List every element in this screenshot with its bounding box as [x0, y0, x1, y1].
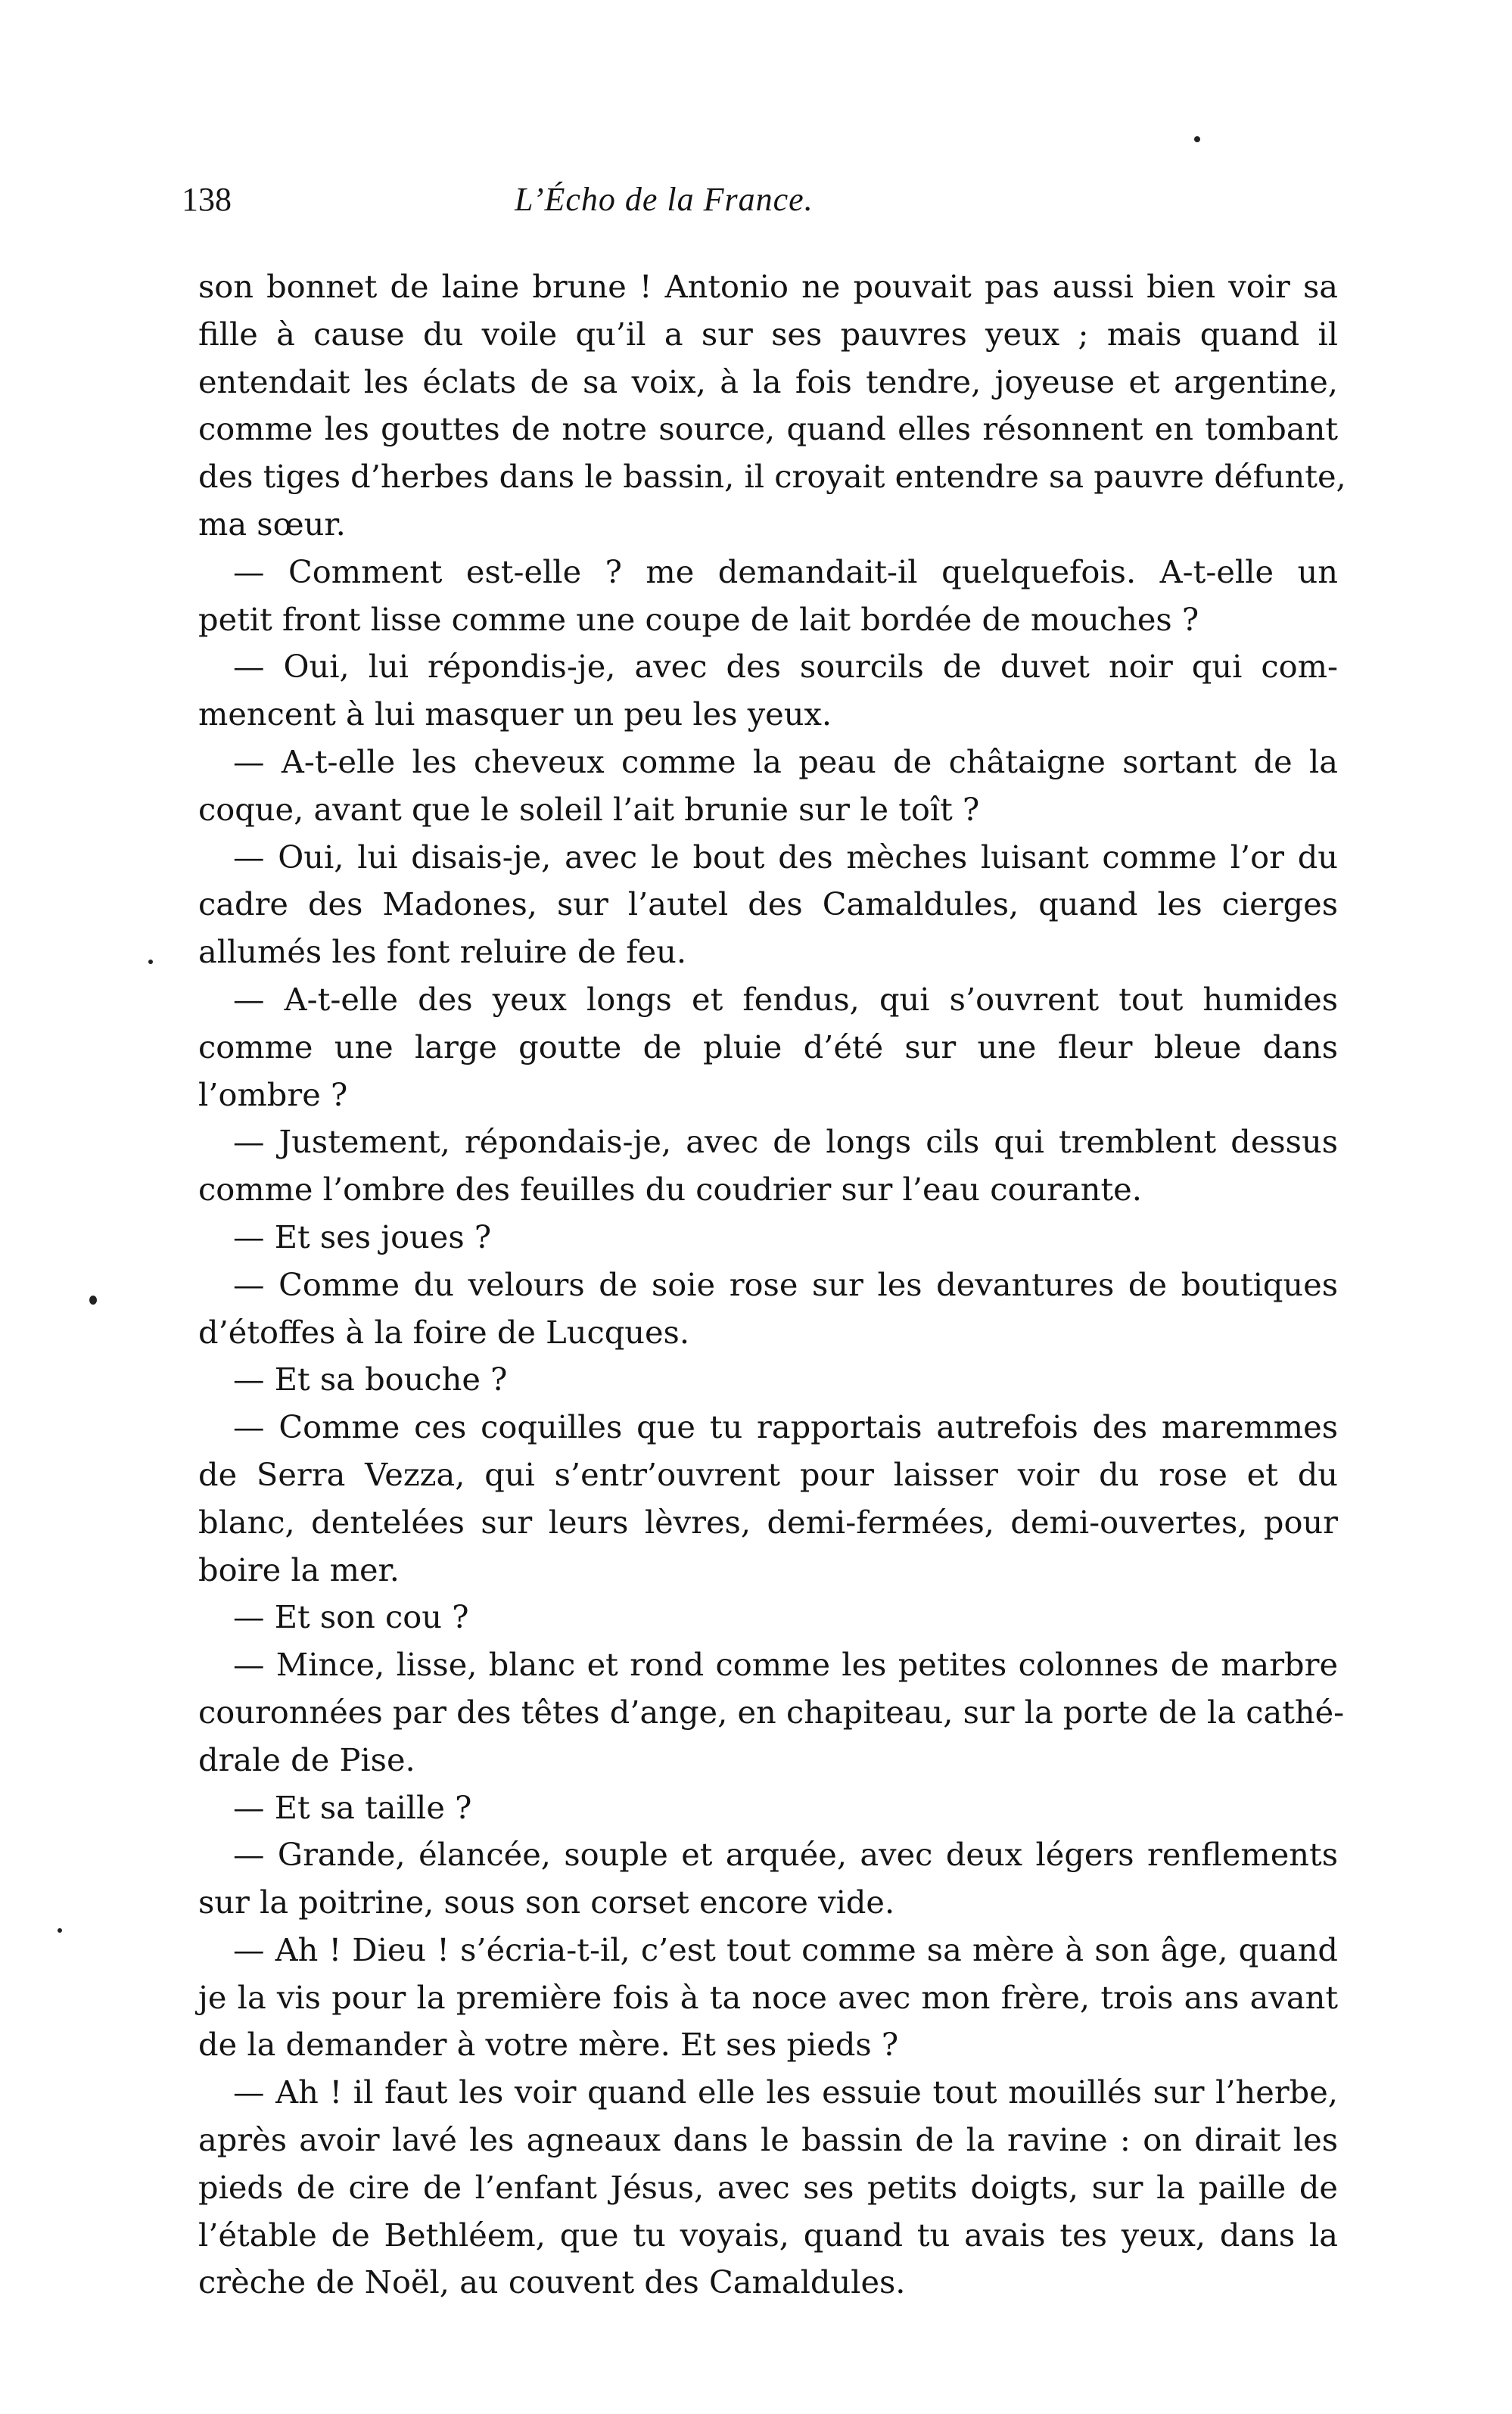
text-line: pieds de cire de l’enfant Jésus, avec ses petits doigts, sur la paille de: [198, 2168, 1338, 2206]
ink-speck: [58, 1928, 62, 1933]
text-line: — Comme ces coquilles que tu rapportais autrefois des maremmes: [233, 1408, 1338, 1446]
text-line: — Ah ! il faut les voir quand elle les essuie tout mouillés sur l’herbe,: [233, 2073, 1338, 2111]
text-line: son bonnet de laine brune ! Antonio ne pouvait pas aussi bien voir sa: [198, 268, 1338, 305]
text-line: boire la mer.: [198, 1551, 400, 1588]
text-line: après avoir lavé les agneaux dans le bassin de la ravine : on dirait les: [198, 2121, 1338, 2159]
body-text: [198, 263, 1346, 2307]
text-line: ma sœur.: [198, 505, 346, 543]
ink-speck: [148, 960, 153, 964]
text-line: comme une large goutte de pluie d’été sur une fleur bleue dans: [198, 1028, 1338, 1065]
text-line: allumés les font reluire de feu.: [198, 933, 687, 971]
text-line: — Comment est-elle ? me demandait-il quelquefois. A-t-elle un: [233, 552, 1338, 590]
text-line: comme l’ombre des feuilles du coudrier sur l’eau courante.: [198, 1171, 1142, 1209]
text-line: crèche de Noël, au couvent des Camaldules.: [198, 2263, 906, 2301]
page-header: [182, 180, 1339, 233]
text-line: — Justement, répondais-je, avec de longs cils qui tremblent dessus: [233, 1123, 1338, 1161]
text-line: — Et sa taille ?: [233, 1788, 472, 1826]
text-line: couronnées par des têtes d’ange, en chapiteau, sur la porte de la cathé-: [198, 1693, 1345, 1731]
text-line: de la demander à votre mère. Et ses pieds ?: [198, 2026, 899, 2064]
text-line: de Serra Vezza, qui s’entr’ouvrent pour laisser voir du rose et du: [198, 1455, 1338, 1493]
text-line: coque, avant que le soleil l’ait brunie sur le toît ?: [198, 790, 980, 828]
text-line: — Oui, lui disais-je, avec le bout des mèches luisant comme l’or du: [233, 838, 1338, 876]
page-number: 138: [182, 181, 232, 218]
text-line: blanc, dentelées sur leurs lèvres, demi-fermées, demi-ouvertes, pour: [198, 1503, 1338, 1541]
ink-speck: [89, 1296, 97, 1305]
text-line: je la vis pour la première fois à ta noce avec mon frère, trois ans avant: [198, 1978, 1338, 2016]
ink-speck: [1194, 136, 1200, 142]
text-line: — Et son cou ?: [233, 1598, 469, 1636]
text-line: — Grande, élancée, souple et arquée, avec deux légers renflements: [233, 1836, 1338, 1874]
text-line: comme les gouttes de notre source, quand elles résonnent en tombant: [198, 410, 1338, 448]
text-line: l’étable de Bethléem, que tu voyais, quand tu avais tes yeux, dans la: [198, 2216, 1338, 2254]
text-line: drale de Pise.: [198, 1741, 415, 1778]
text-line: — Oui, lui répondis-je, avec des sourcils de duvet noir qui com-: [233, 648, 1338, 686]
text-line: fille à cause du voile qu’il a sur ses pauvres yeux ; mais quand il: [198, 315, 1338, 353]
text-line: — A-t-elle des yeux longs et fendus, qui s’ouvrent tout humides: [233, 980, 1338, 1018]
text-line: — A-t-elle les cheveux comme la peau de châtaigne sortant de la: [233, 742, 1338, 780]
text-line: — Mince, lisse, blanc et rond comme les petites colonnes de marbre: [233, 1646, 1338, 1684]
text-line: — Et ses joues ?: [233, 1218, 492, 1255]
text-line: sur la poitrine, sous son corset encore vide.: [198, 1884, 895, 1921]
text-line: — Et sa bouche ?: [233, 1361, 508, 1398]
text-line: — Ah ! Dieu ! s’écria-t-il, c’est tout comme sa mère à son âge, quand: [233, 1930, 1338, 1968]
text-line: cadre des Madones, sur l’autel des Camaldules, quand les cierges: [198, 885, 1338, 923]
text-line: l’ombre ?: [198, 1075, 348, 1113]
text-line: petit front lisse comme une coupe de lait bordée de mouches ?: [198, 600, 1199, 638]
text-line: d’étoffes à la foire de Lucques.: [198, 1313, 690, 1351]
text-line: mencent à lui masquer un peu les yeux.: [198, 695, 832, 733]
text-line: entendait les éclats de sa voix, à la fois tendre, joyeuse et argentine,: [198, 362, 1338, 400]
text-line: des tiges d’herbes dans le bassin, il croyait entendre sa pauvre défunte,: [198, 458, 1346, 496]
running-title: L’Écho de la France.: [515, 181, 814, 218]
text-line: — Comme du velours de soie rose sur les devantures de boutiques: [233, 1265, 1338, 1303]
